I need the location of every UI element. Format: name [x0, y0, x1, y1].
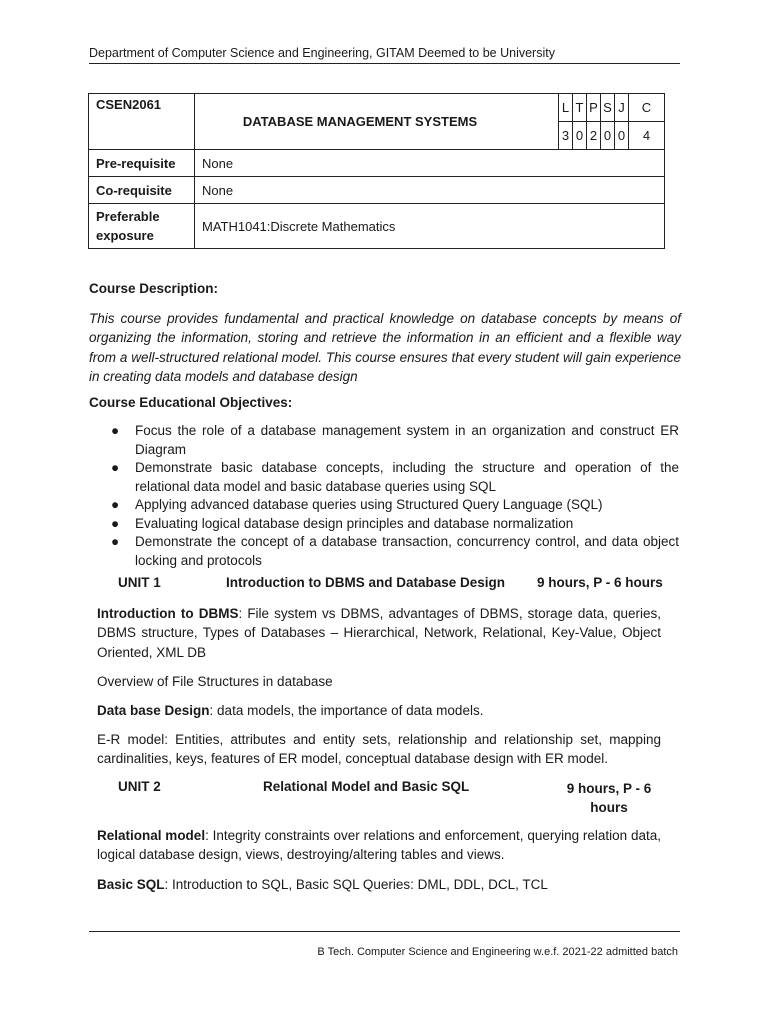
ltp-value-p: 2 [587, 122, 601, 150]
objective-text: Demonstrate basic database concepts, including the structure and operation of the relational data model and basic database queries using SQL [135, 460, 679, 494]
objective-item [109, 515, 679, 534]
prerequisite-value: None [195, 150, 665, 177]
ltp-header-l: L [559, 94, 573, 122]
objective-item [109, 496, 679, 515]
ltp-value-l: 3 [559, 122, 573, 150]
course-info-table [88, 93, 665, 249]
preferable-exposure-label [89, 204, 195, 249]
unit1-intro-dbms-heading: Introduction to DBMS [97, 606, 239, 621]
ltp-header-p: P [587, 94, 601, 122]
unit1-number: UNIT 1 [118, 575, 161, 590]
page-footer: B Tech. Computer Science and Engineering w.e.f. 2021-22 admitted batch [317, 946, 678, 958]
bullet-icon: ● [111, 497, 120, 512]
prerequisite-label: Pre-requisite [89, 150, 195, 177]
unit2-relational-model-text: : Integrity constraints over relations and enforcement, querying relation data, logical database design, views, destroying/altering tables and views. [97, 828, 661, 863]
unit2-hours [559, 779, 659, 817]
objective-text: Focus the role of a database management system in an organization and construct ER Diagram [135, 423, 679, 457]
unit1-intro-dbms-text: : File system vs DBMS, advantages of DBMS, storage data, queries, DBMS structure, Types of Databases – Hierarchical, Network, Relational, Key-Value, Object Oriented, XML DB [97, 606, 661, 660]
footer-divider [89, 931, 680, 932]
unit2-relational-model [97, 826, 661, 865]
ltp-value-t: 0 [573, 122, 587, 150]
unit2-basic-sql-text: : Introduction to SQL, Basic SQL Queries: DML, DDL, DCL, TCL [164, 877, 548, 892]
page-header: Department of Computer Science and Engineering, GITAM Deemed to be University [89, 46, 680, 64]
ltp-header-t: T [573, 94, 587, 122]
unit1-title: Introduction to DBMS and Database Design [226, 575, 506, 590]
objective-item [109, 422, 679, 459]
ltp-value-j: 0 [615, 122, 629, 150]
corequisite-value: None [195, 177, 665, 204]
unit1-db-design-text: : data models, the importance of data models. [209, 703, 484, 718]
unit1-hours: 9 hours, P - 6 hours [537, 575, 663, 590]
preferable-exposure-value: MATH1041:Discrete Mathematics [195, 204, 665, 249]
unit1-er-model: E-R model: Entities, attributes and entity sets, relationship and relationship set, mapping cardinalities, keys, features of ER model, conceptual database design with ER model. [97, 732, 661, 767]
unit2-number: UNIT 2 [118, 779, 161, 794]
preferable-exposure-label-line2: exposure [96, 228, 154, 243]
course-description-title: Course Description: [89, 281, 219, 296]
ltp-header-c: C [629, 94, 665, 122]
unit2-relational-model-heading: Relational model [97, 828, 206, 843]
unit2-basic-sql-heading: Basic SQL [97, 877, 165, 892]
unit1-db-design [97, 701, 661, 720]
objectives-list [109, 422, 679, 570]
objective-item [109, 533, 679, 570]
unit2-basic-sql [97, 875, 661, 894]
bullet-icon: ● [111, 423, 120, 438]
bullet-icon: ● [111, 460, 120, 475]
ltp-header-s: S [601, 94, 615, 122]
preferable-exposure-label-line1: Preferable [96, 209, 160, 224]
unit1-intro-dbms [97, 604, 661, 662]
unit1-file-structures: Overview of File Structures in database [97, 674, 333, 689]
objective-text: Evaluating logical database design principles and database normalization [135, 515, 574, 531]
bullet-icon: ● [111, 534, 120, 549]
course-title: DATABASE MANAGEMENT SYSTEMS [195, 94, 559, 150]
objective-text: Demonstrate the concept of a database transaction, concurrency control, and data object locking and protocols [135, 534, 679, 568]
unit1-db-design-heading: Data base Design [97, 703, 210, 718]
unit2-hours-line1: 9 hours, P - 6 [566, 781, 652, 796]
unit2-title: Relational Model and Basic SQL [263, 779, 470, 794]
corequisite-label: Co-requisite [89, 177, 195, 204]
objective-text: Applying advanced database queries using Structured Query Language (SQL) [135, 497, 603, 512]
ltp-value-s: 0 [601, 122, 615, 150]
ltp-value-c: 4 [629, 122, 665, 150]
objective-item [109, 459, 679, 496]
objectives-title: Course Educational Objectives: [89, 395, 293, 410]
bullet-icon: ● [111, 515, 120, 531]
unit2-hours-line2: hours [590, 800, 628, 815]
course-code: CSEN2061 [89, 94, 195, 150]
ltp-header-j: J [615, 94, 629, 122]
course-description-text: This course provides fundamental and practical knowledge on database concepts by means of organizing the information, storing and retrieve the information in an efficient and a flexible way from a well-structured relational model. This course ensures that every student will gain experience in creating data models and database design [89, 311, 681, 385]
